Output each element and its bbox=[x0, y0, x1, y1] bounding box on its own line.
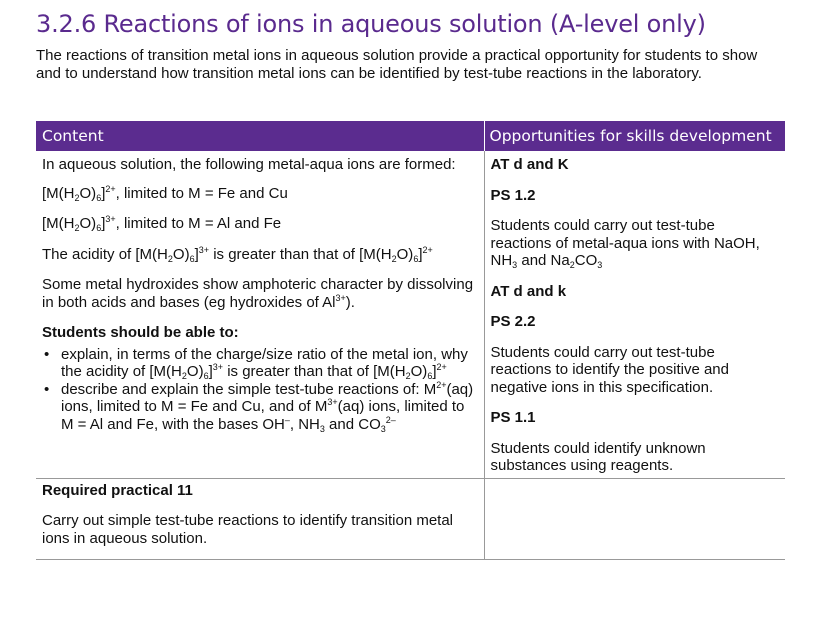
amphoteric-text bbox=[42, 276, 478, 311]
required-practical-cell bbox=[36, 478, 484, 560]
table-header-row bbox=[36, 121, 785, 151]
formula: 3 bbox=[597, 260, 603, 270]
formula: 3 bbox=[512, 260, 518, 270]
ion1-text: , limited to M = Fe and Cu bbox=[115, 184, 288, 202]
formula: $[M(H_2O)_6]^{3+}$ bbox=[135, 244, 210, 264]
ion-line-1 bbox=[42, 185, 478, 203]
formula: $[M(H_2O)_6]^{3+}$ bbox=[149, 362, 224, 381]
acidity-line bbox=[42, 246, 478, 264]
list-item bbox=[42, 381, 478, 434]
ion-line-2 bbox=[42, 215, 478, 233]
formula: $[M(H_2O)_6]^{2+}$ bbox=[373, 362, 447, 381]
section-heading: 3.2.6 Reactions of ions in aqueous solution (A-level only) bbox=[36, 10, 706, 38]
required-practical-text: Carry out simple test-tube reactions to identify transition metal ions in aqueous solution. bbox=[42, 512, 454, 547]
acidity-middle: is greater than that of bbox=[209, 245, 360, 263]
ps-label-2: PS 2.2 bbox=[490, 313, 536, 330]
ps-label-3: PS 1.1 bbox=[490, 409, 536, 426]
formula: 3 bbox=[380, 423, 386, 434]
bullet2-b: (aq) ions, limited to M = Fe and Cu, and of M bbox=[61, 380, 474, 415]
objectives-list bbox=[42, 346, 478, 434]
acidity-prefix: The acidity of bbox=[42, 245, 136, 263]
bullet1-prefix: explain, in terms of the charge/size ratio of the metal ion, why the acidity of bbox=[61, 345, 468, 380]
spec-table bbox=[36, 121, 785, 560]
empty-cell bbox=[484, 478, 785, 560]
amphoteric-prefix: Some metal hydroxides show amphoteric character by dissolving in both acids and bases (eg hydroxides of Al bbox=[42, 276, 474, 311]
at-label-1: AT d and K bbox=[490, 156, 569, 173]
skills-text-2: Students could carry out test-tube reactions to identify the positive and negative ions in this specification. bbox=[490, 343, 729, 396]
formula: $[M(H_2O)_6]^{2+}$ bbox=[42, 183, 116, 203]
bullet2-a: describe and explain the simple test-tube reactions of: M bbox=[61, 380, 437, 398]
should-heading: Students should be able to: bbox=[42, 324, 239, 341]
formula: 3+ bbox=[327, 397, 338, 407]
bullet2-e: and CO bbox=[324, 415, 381, 433]
ion2-text: , limited to M = Al and Fe bbox=[115, 215, 282, 232]
skills1-middle: and Na bbox=[517, 252, 570, 269]
amphoteric-suffix: ). bbox=[345, 293, 355, 311]
formula: 2– bbox=[385, 414, 396, 425]
formula: 2 bbox=[569, 260, 575, 270]
bullet2-c: (aq) ions, limited to M = Al and Fe, with the bases OH bbox=[61, 398, 465, 433]
formula: – bbox=[284, 414, 290, 425]
formula: $[M(H_2O)_6]^{2+}$ bbox=[359, 244, 433, 264]
formula: 2+ bbox=[436, 379, 447, 390]
skills1-prefix: Students could carry out test-tube reactions of metal-aqua ions with NaOH, NH bbox=[490, 217, 760, 269]
header-skills: Opportunities for skills development bbox=[484, 121, 785, 151]
bullet-icon: • bbox=[44, 345, 50, 363]
intro-paragraph: The reactions of transition metal ions in aqueous solution provide a practical opportunity for students to show and to understand how transition metal ions can be identified by test-tube reactions in the laboratory. bbox=[36, 47, 758, 82]
ps-label-1: PS 1.2 bbox=[490, 186, 536, 204]
content-intro: In aqueous solution, the following metal-aqua ions are formed: bbox=[42, 156, 456, 173]
at-label-2: AT d and k bbox=[490, 282, 567, 300]
formula: $[M(H_2O)_6]^{3+}$ bbox=[42, 214, 116, 233]
table-row bbox=[36, 151, 785, 478]
skills-text-1: Students could carry out test-tube reactions of metal-aqua ions with NaOH, $NH_3$ and $Na_2CO_3$ bbox=[490, 217, 760, 270]
bullet2-d: , NH bbox=[289, 415, 320, 433]
formula: 3+ bbox=[335, 292, 346, 303]
bullet1-middle: is greater than that of bbox=[223, 363, 374, 380]
content-cell bbox=[36, 151, 484, 478]
list-item bbox=[42, 346, 478, 381]
header-content: Content bbox=[36, 121, 484, 151]
skills-cell bbox=[484, 151, 785, 478]
required-practical-row bbox=[36, 478, 785, 560]
bullet-icon: • bbox=[44, 380, 50, 398]
skills-text-3: Students could identify unknown substances using reagents. bbox=[490, 439, 706, 474]
required-practical-title: Required practical 11 bbox=[42, 481, 193, 499]
formula: 3 bbox=[319, 423, 325, 434]
